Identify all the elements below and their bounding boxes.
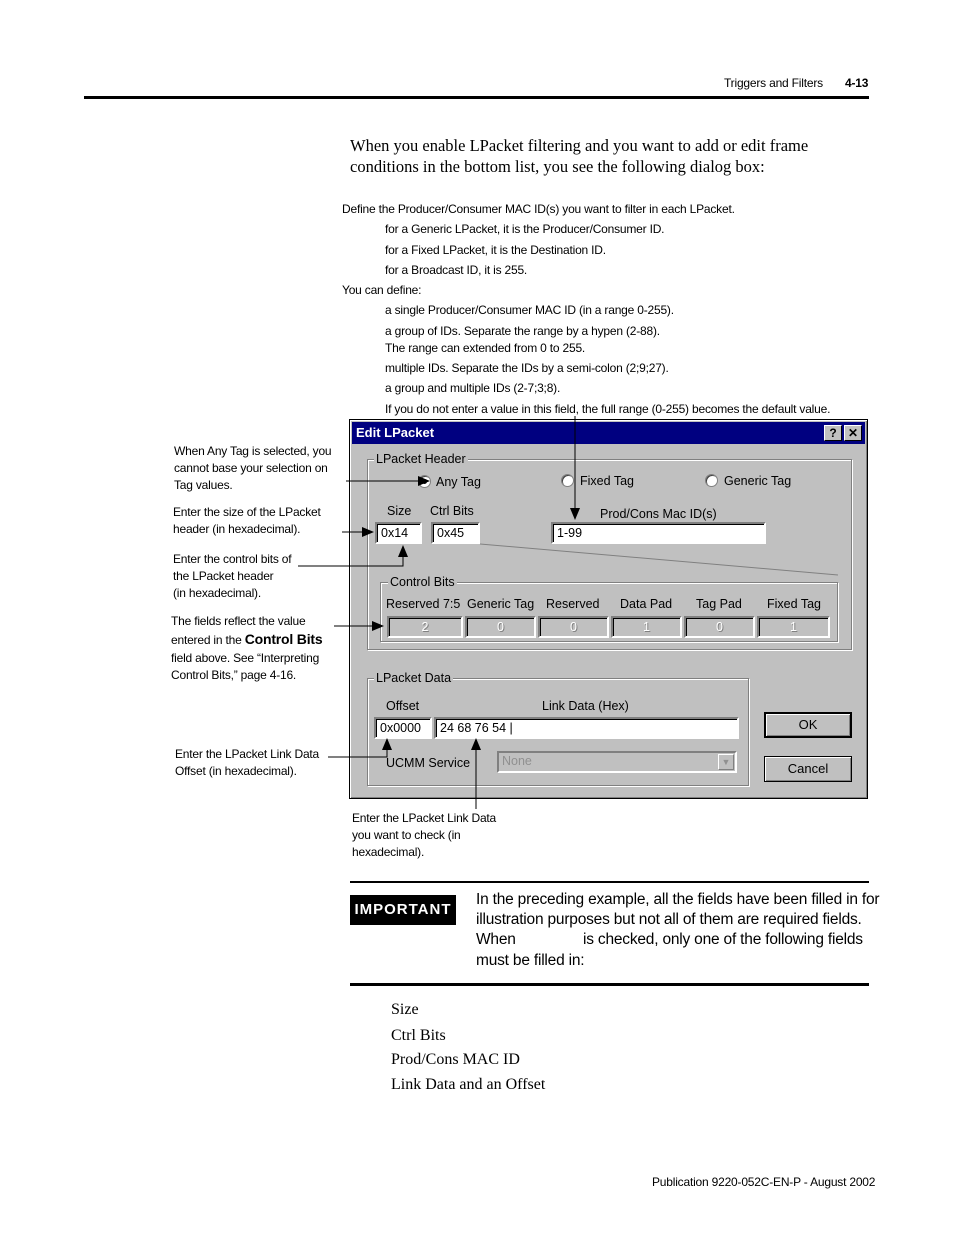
callout-fields-reflect: Control Bits,” page 4-16.: [171, 668, 297, 682]
arrowhead-ctrl-bits: [398, 545, 408, 557]
important-top-rule: [350, 881, 869, 883]
ok-button[interactable]: OK: [764, 712, 852, 738]
callout-any-tag: When Any Tag is selected, you: [174, 444, 332, 458]
cb-value-tag-pad: 0: [684, 616, 755, 638]
cb-label-generic-tag: Generic Tag: [467, 597, 535, 611]
note-line: Define the Producer/Consumer MAC ID(s) you want to filter in each LPacket.: [342, 202, 735, 216]
note-line: for a Broadcast ID, it is 255.: [385, 263, 528, 277]
lpacket-data-label: LPacket Data: [376, 671, 452, 685]
mac-id-label: Prod/Cons Mac ID(s): [600, 507, 717, 521]
close-button[interactable]: ✕: [844, 425, 862, 441]
ctrl-bits-label: Ctrl Bits: [430, 504, 474, 518]
callout-size: header (in hexadecimal).: [173, 522, 301, 536]
callout-fields-reflect: field above. See “Interpreting: [171, 651, 320, 665]
offset-input[interactable]: 0x0000: [374, 717, 432, 739]
cb-value-fixed-tag: 1: [757, 616, 830, 638]
intro-line-2: conditions in the bottom list, you see the following dialog box:: [350, 157, 765, 176]
radio-generic-tag-label[interactable]: Generic Tag: [724, 474, 792, 488]
list-item: Prod/Cons MAC ID: [391, 1051, 520, 1068]
cb-label-reserved: Reserved: [546, 597, 600, 611]
cb-value-data-pad: 1: [611, 616, 682, 638]
callout-link-data: you want to check (in: [352, 828, 461, 842]
callout-ctrl-bits: Enter the control bits of: [173, 552, 292, 566]
arrowhead-link-data: [471, 738, 481, 750]
page-number: 4-13: [845, 76, 869, 90]
ctrl-bits-input[interactable]: 0x45: [431, 522, 480, 544]
important-text: In the preceding example, all the fields have been filled in for: [476, 891, 880, 908]
callout-link-data: Enter the LPacket Link Data: [352, 811, 497, 825]
help-button[interactable]: ?: [824, 425, 842, 441]
cb-label-tag-pad: Tag Pad: [696, 597, 742, 611]
arrow-offset-line: [328, 744, 387, 757]
link-data-input[interactable]: 24 68 76 54 |: [434, 717, 739, 739]
important-text: When: [476, 931, 516, 948]
size-label: Size: [387, 504, 412, 518]
ctrl-bits-divider: [480, 544, 838, 575]
note-line: You can define:: [342, 283, 422, 297]
ucmm-service-label: UCMM Service: [386, 756, 471, 770]
list-item: Size: [391, 1001, 419, 1018]
running-header-section: Triggers and Filters: [724, 76, 823, 90]
important-tag: IMPORTANT: [350, 895, 456, 925]
arrowhead-offset: [382, 738, 392, 750]
cancel-button[interactable]: Cancel: [764, 756, 852, 782]
important-bottom-rule: [350, 983, 869, 986]
cb-value-generic-tag: 0: [465, 616, 536, 638]
callout-size: Enter the size of the LPacket: [173, 505, 321, 519]
cb-value-reserved-7-5: 2: [387, 616, 463, 638]
callout-any-tag: Tag values.: [174, 478, 233, 492]
callout-ctrl-bits: the LPacket header: [173, 569, 274, 583]
chevron-down-icon: ▼: [718, 754, 734, 770]
radio-fixed-tag-label[interactable]: Fixed Tag: [580, 474, 634, 488]
radio-any-tag-label[interactable]: Any Tag: [436, 475, 481, 489]
callout-fields-reflect: entered in the Control Bits: [171, 631, 323, 647]
note-line: multiple IDs. Separate the IDs by a semi-colon (2;9;27).: [385, 361, 669, 375]
arrowhead-any-tag: [418, 476, 430, 486]
note-line: If you do not enter a value in this field, the full range (0-255) becomes the default value.: [385, 402, 831, 416]
cb-label-reserved-7-5: Reserved 7:5: [386, 597, 461, 611]
dialog-title: Edit LPacket: [356, 425, 435, 440]
list-item: Ctrl Bits: [391, 1027, 446, 1044]
size-input[interactable]: 0x14: [375, 522, 422, 544]
note-line: a group and multiple IDs (2-7;3;8).: [385, 381, 561, 395]
callout-link-data: hexadecimal).: [352, 845, 425, 859]
cb-label-fixed-tag: Fixed Tag: [767, 597, 821, 611]
callout-any-tag: cannot base your selection on: [174, 461, 328, 475]
arrowhead-fields-reflect: [372, 621, 384, 631]
note-line: The range can extended from 0 to 255.: [385, 341, 586, 355]
callout-offset: Offset (in hexadecimal).: [175, 764, 297, 778]
callout-fields-reflect: The fields reflect the value: [171, 614, 306, 628]
cb-label-data-pad: Data Pad: [620, 597, 673, 611]
note-line: for a Generic LPacket, it is the Producer/Consumer ID.: [385, 222, 665, 236]
lpacket-header-label: LPacket Header: [376, 452, 466, 466]
arrowhead-mac-id: [570, 508, 580, 520]
callout-offset: Enter the LPacket Link Data: [175, 747, 320, 761]
arrow-ctrl-bits-line: [298, 550, 403, 566]
mac-id-input[interactable]: 1-99: [551, 522, 766, 544]
note-line: a single Producer/Consumer MAC ID (in a range 0-255).: [385, 303, 674, 317]
arrowhead-size: [362, 527, 374, 537]
important-text: illustration purposes but not all of them are required fields.: [476, 911, 862, 928]
offset-label: Offset: [386, 699, 420, 713]
note-line: for a Fixed LPacket, it is the Destination ID.: [385, 243, 606, 257]
important-text: is checked, only one of the following fields: [583, 931, 863, 948]
footer-publication: Publication 9220-052C-EN-P - August 2002: [652, 1175, 876, 1189]
control-bits-label: Control Bits: [390, 575, 455, 589]
cb-value-reserved: 0: [538, 616, 609, 638]
intro-line-1: When you enable LPacket filtering and you want to add or edit frame: [350, 136, 809, 155]
note-line: a group of IDs. Separate the range by a hypen (2-88).: [385, 324, 660, 338]
ucmm-service-value: None: [502, 754, 532, 768]
important-text: must be filled in:: [476, 952, 585, 969]
callout-ctrl-bits: (in hexadecimal).: [173, 586, 261, 600]
link-data-label: Link Data (Hex): [542, 699, 629, 713]
list-item: Link Data and an Offset: [391, 1076, 546, 1093]
